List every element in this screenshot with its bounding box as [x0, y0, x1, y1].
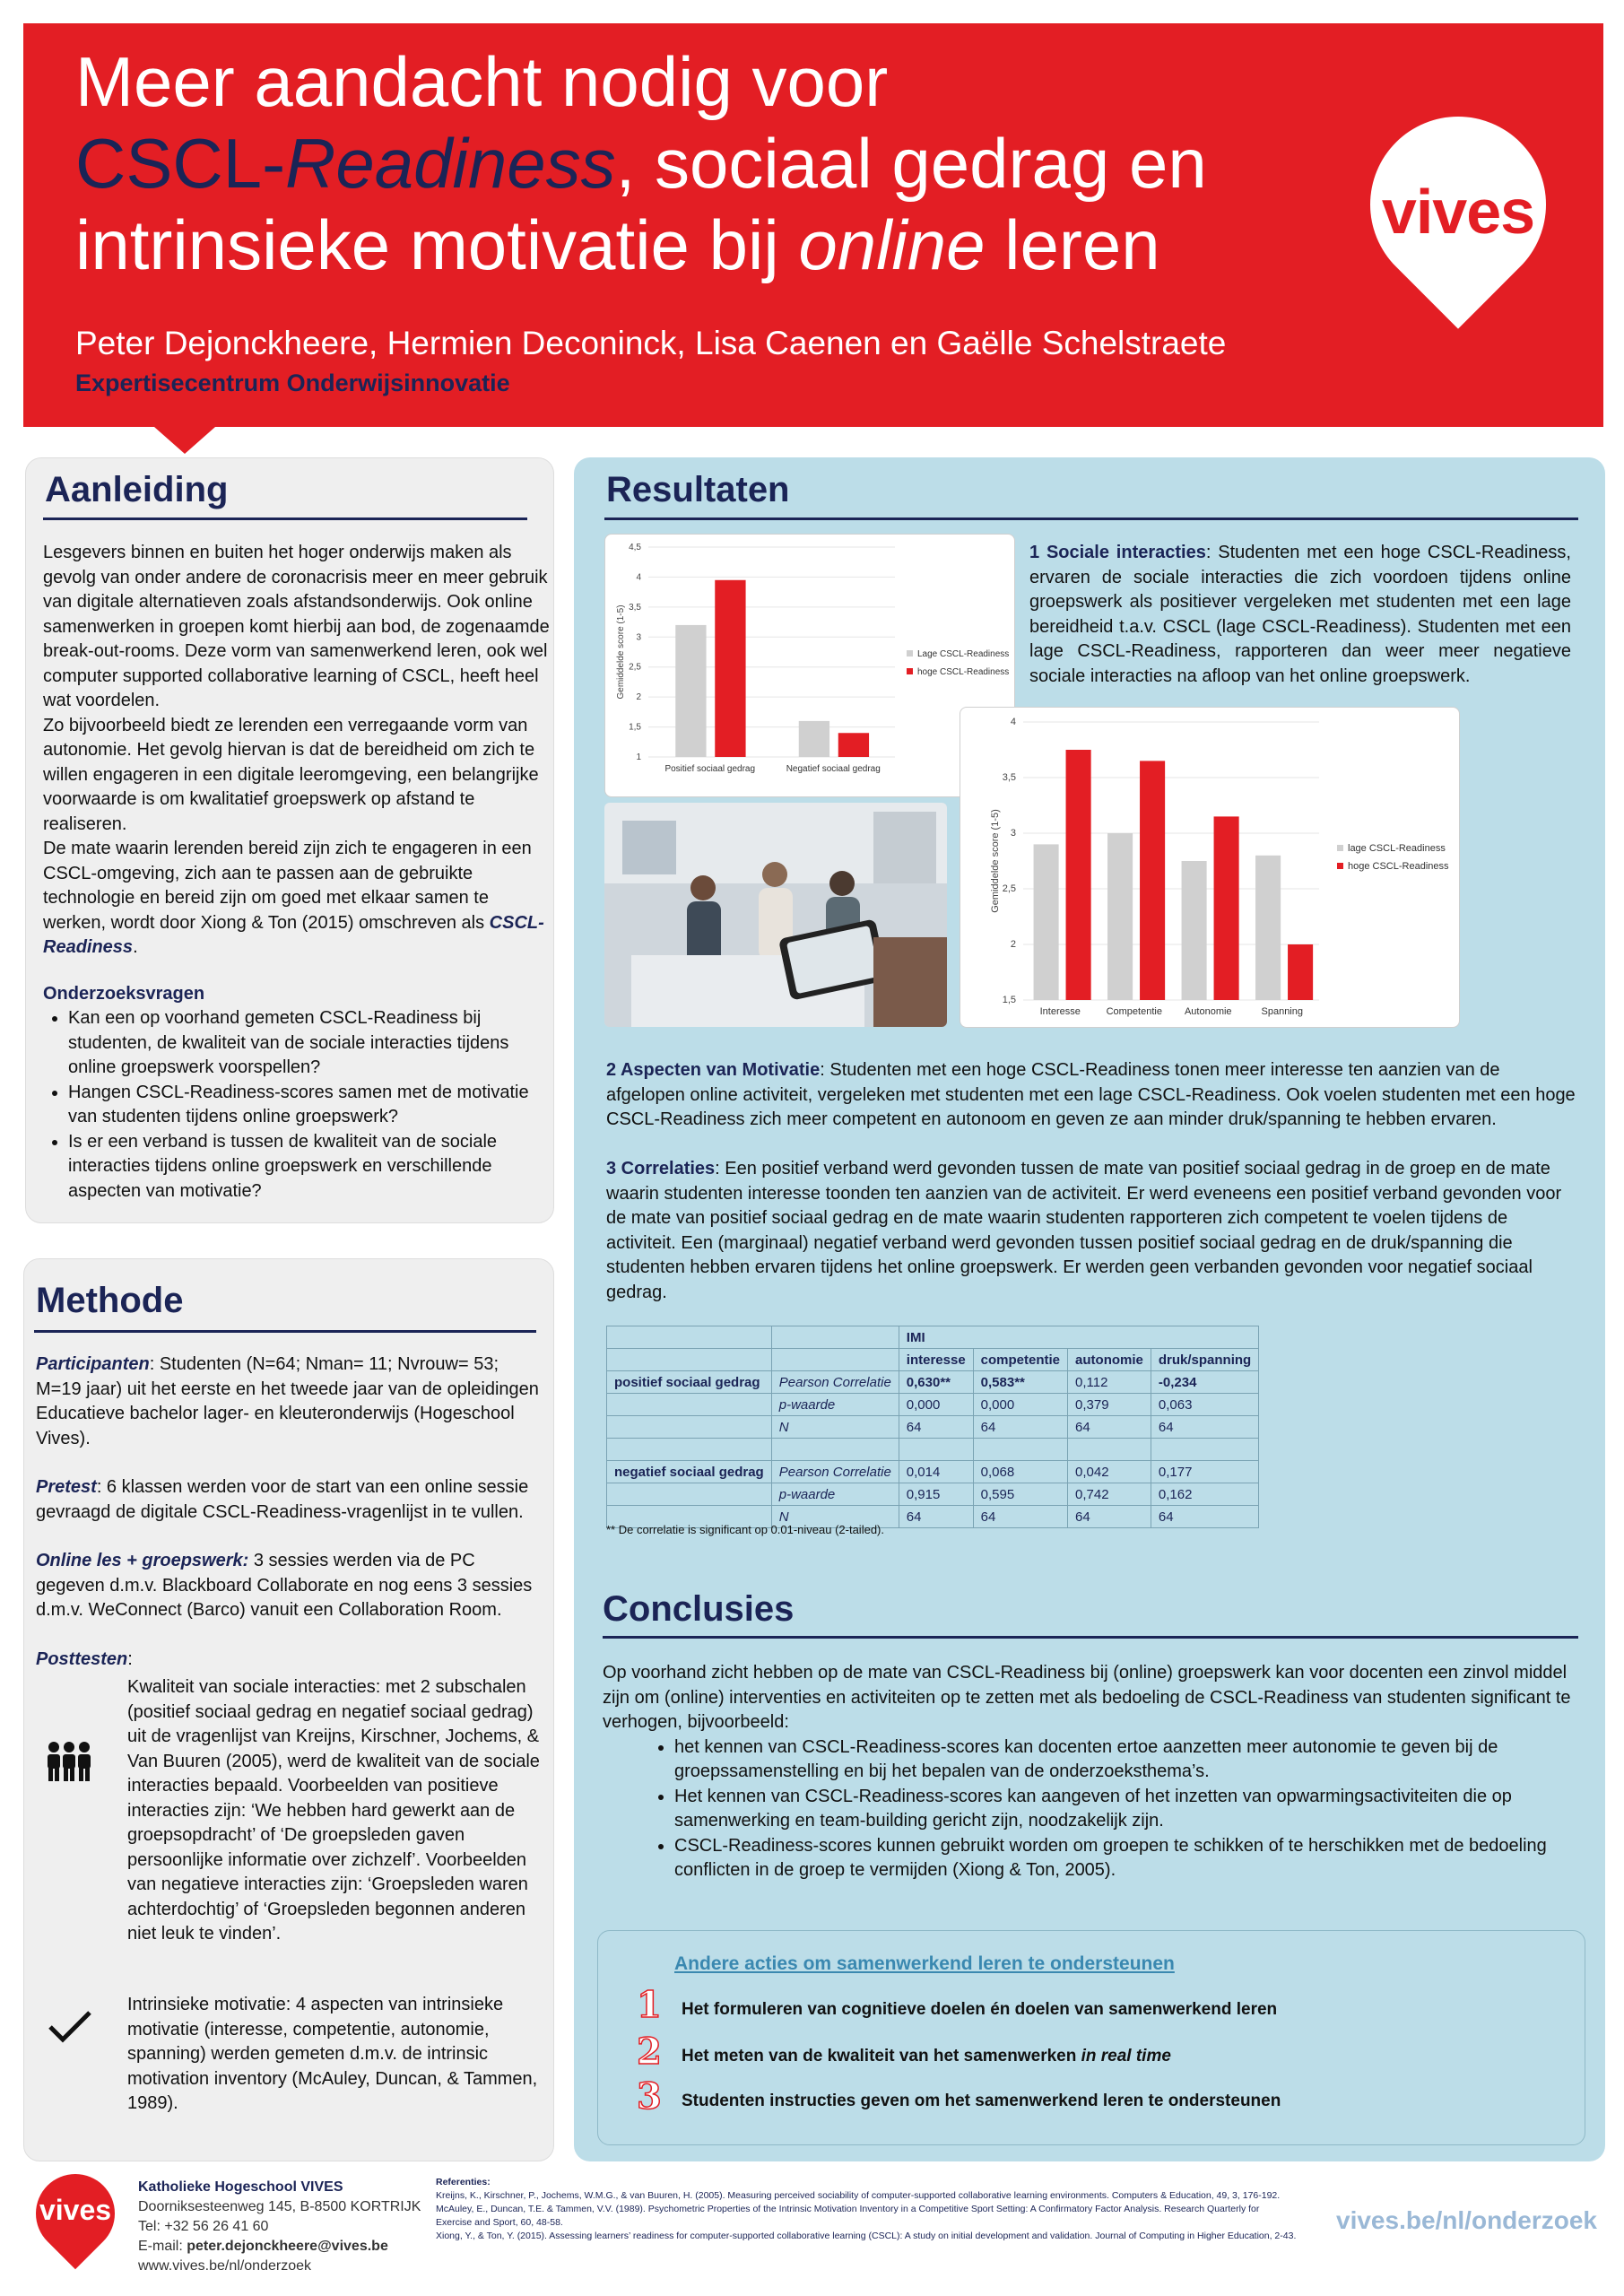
x-tick-label: Positief sociaal gedrag [664, 764, 756, 774]
references [436, 2176, 1297, 2243]
r1-label: 1 Sociale interacties [1029, 543, 1206, 562]
table-cell: 64 [1068, 1416, 1151, 1439]
resultaten-heading: Resultaten [606, 470, 790, 509]
y-tick-label: 3 [636, 632, 641, 643]
table-cell: 0,014 [899, 1461, 973, 1483]
list-item: • Hangen CSCL-Readiness-scores samen met de motivatie van studenten tijdens online groepswerk? [68, 1081, 554, 1130]
participanten-label: Participanten [36, 1354, 150, 1374]
table-cell: 64 [899, 1416, 973, 1439]
table-stat: N [771, 1416, 899, 1439]
table-stat: Pearson Correlatie [771, 1371, 899, 1394]
title-line3-italic: online [798, 205, 986, 284]
bar [675, 625, 706, 757]
conclusies-heading: Conclusies [603, 1589, 795, 1629]
y-tick-label: 1,5 [1002, 995, 1016, 1005]
action-number: 2 [637, 2031, 662, 2073]
y-tick-label: 1 [636, 752, 641, 762]
table-footnote: ** De correlatie is significant op 0.01-niveau (2-tailed). [606, 1523, 884, 1536]
list-item: • het kennen van CSCL-Readiness-scores kan docenten ertoe aanzetten meer autonomie te geven bij de groepssamenstelling en bij het bepalen van de onderzoeksthema’s. [674, 1735, 1580, 1785]
action-number: 3 [637, 2075, 662, 2118]
table-cell [899, 1439, 973, 1461]
group-people-icon [45, 1740, 93, 1783]
x-tick-label: Negatief sociaal gedrag [786, 764, 881, 774]
table-cell: 0,000 [973, 1394, 1067, 1416]
table-row [607, 1483, 1259, 1506]
y-tick-label: 3,5 [1002, 772, 1016, 783]
table-col-header: autonomie [1068, 1349, 1151, 1371]
pretest-text: : 6 klassen werden voor de start van een online sessie gevraagd de digitale CSCL-Readiness-vragenlijst in te vullen. [36, 1477, 529, 1522]
footer-address: Doorniksesteenweg 145, B-8500 KORTRIJK [138, 2199, 421, 2214]
conclusies-rule [603, 1636, 1578, 1639]
title-line3-b: leren [985, 205, 1160, 284]
aanleiding-para2: Zo bijvoorbeeld biedt ze lerenden een verregaande vorm van autonomie. Het gevolg hiervan is dat de bereidheid om zich te willen engageren in een digitale leeromgeving, een belangrijke voorwaarde is om kwalitatief groepswerk op afstand te realiseren. [43, 715, 539, 834]
checkmark-icon [47, 2009, 93, 2045]
footer-web[interactable]: www.vives.be/nl/onderzoek [138, 2258, 311, 2274]
table-cell: 0,379 [1068, 1394, 1151, 1416]
legend-swatch [907, 650, 913, 657]
table-cell: 0,042 [1068, 1461, 1151, 1483]
legend-label: Lage CSCL-Readiness [917, 649, 1010, 659]
table-row-label [607, 1483, 772, 1506]
table-stat: p-waarde [771, 1483, 899, 1506]
bar [1182, 861, 1207, 1000]
conclusies-list [603, 1735, 1580, 1883]
table-cell: 0,112 [1068, 1371, 1151, 1394]
online-text: 3 sessies werden via de PC gegeven d.m.v. Blackboard Collaborate en nog eens 3 sessies d.m.v. WeConnect (Barco) vanuit een Collaboration Room. [36, 1551, 533, 1620]
table-row-label [607, 1394, 772, 1416]
title-line3-a: intrinsieke motivatie bij [75, 205, 799, 284]
r3-label: 3 Correlaties [606, 1159, 716, 1178]
y-tick-label: 4 [636, 572, 641, 583]
table-cell: 64 [899, 1506, 973, 1528]
motivatie-text: Intrinsieke motivatie: 4 aspecten van intrinsieke motivatie (interesse, competentie, autonomie, spanning) werden gemeten d.m.v. de intrinsic motivation inventory (McAuley, Duncan, & Tammen, 1989). [127, 1995, 538, 2113]
table-col-header: interesse [899, 1349, 973, 1371]
resultaat-2 [606, 1058, 1580, 1133]
aanleiding-rule [43, 517, 527, 520]
bar [715, 580, 745, 757]
institute: Expertisecentrum Onderwijsinnovatie [75, 370, 510, 396]
conclusies-intro: Op voorhand zicht hebben op de mate van CSCL-Readiness bij (online) groepswerk kan voor docenten een zinvol middel zijn om (online) interventies en activiteiten op te zetten met als bedoeling de CSCL-Readiness van studenten significant te verhogen, bijvoorbeeld: [603, 1663, 1571, 1732]
x-tick-label: Autonomie [1184, 1006, 1232, 1017]
y-tick-label: 2,5 [629, 662, 641, 673]
resultaat-1 [1029, 541, 1571, 689]
aanleiding-heading: Aanleiding [45, 470, 229, 509]
title-highlight: CSCL- [75, 124, 286, 203]
kwaliteit-text: Kwaliteit van sociale interacties: met 2 subschalen (positief sociaal gedrag en negatief sociaal gedrag) uit de vragenlijst van Kreijns, Kirschner, Jochems, & Van Buuren (2005), werd de kwaliteit van de sociale interacties bepaald. Voorbeelden van positieve interacties zijn: ‘We hebben hard gewerkt aan de groepsopdracht’ of ‘De groepsleden gaven persoonlijke informatie over zichzelf’. Voorbeelden van negatieve interacties zijn: ‘Groepsleden waren achterdochtig’ of ‘Groepsleden begonnen anderen niet leuk te vinden’. [127, 1677, 540, 1944]
table-cell: 0,583** [973, 1371, 1067, 1394]
table-stat: Pearson Correlatie [771, 1461, 899, 1483]
bar [1214, 816, 1239, 1000]
onderzoeksvragen-list [43, 1006, 554, 1204]
table-row [607, 1394, 1259, 1416]
table-cell: 64 [973, 1506, 1067, 1528]
resultaat-3 [606, 1157, 1580, 1305]
table-cell [771, 1439, 899, 1461]
aanleiding-para3: De mate waarin lerenden bereid zijn zich te engageren in een CSCL-omgeving, zich aan te passen aan de gebruikte technologie en bereid zijn om goed met elkaar samen te werken, wordt door Xiong & Ton (2015) omschreven als [43, 839, 532, 933]
chart1-svg [605, 535, 1014, 796]
table-cell: 64 [1151, 1416, 1258, 1439]
table-cell [607, 1349, 772, 1371]
bar [1107, 833, 1133, 1000]
r2-text: : Studenten met een hoge CSCL-Readiness tonen meer interesse ten aanzien van de afgelopen online activiteit, vergeleken met studenten met een lage CSCL-Readiness. Ook voelen studenten met een hoge CSCL-Readiness zich meer competent en autonoom en geven ze aan minder druk/spanning te hebben ervaren. [606, 1060, 1576, 1129]
photo-illustration [604, 803, 947, 1027]
table-cell: 0,177 [1151, 1461, 1258, 1483]
table-row [607, 1416, 1259, 1439]
table-cell: 0,915 [899, 1483, 973, 1506]
table-cell [771, 1326, 899, 1349]
r1-text: : Studenten met een hoge CSCL-Readiness, ervaren de sociale interacties die zich voordoen tijdens online groepswerk als positiever vergeleken met studenten met een lage bereidheid t.a.v. CSCL (lage CSCL-Readiness). Studenten met een lage CSCL-Readiness, rapporteren dan weer meer negatieve sociale interacties na afloop van het online groepswerk. [1029, 543, 1571, 686]
poster-title [75, 41, 1331, 286]
table-row [607, 1371, 1259, 1394]
list-item: • Is er een verband is tussen de kwaliteit van de sociale interacties tijdens online groepswerk en verschillende aspecten van motivatie? [68, 1130, 554, 1205]
table-row-label: positief sociaal gedrag [607, 1371, 772, 1394]
methode-rule [34, 1330, 536, 1333]
y-axis-label: Gemiddelde score (1-5) [990, 809, 1001, 913]
methode-heading: Methode [36, 1281, 184, 1320]
r3-text: : Een positief verband werd gevonden tussen de mate van positief sociaal gedrag in de groep en de mate waarin studenten interesse toonden ten aanzien van de activiteit. Er werd eveneens een positief verband gevonden voor de mate van positief sociaal gedrag en de mate waarin studenten rapporteren zich competent te voelen tijdens de activiteit. Een (marginaal) negatief verband werd gevonden tussen positief sociaal gedrag en de druk/spanning die studenten hebben ervaren tijdens het online groepswerk. Er werden geen verbanden gevonden voor negatief sociaal gedrag. [606, 1159, 1562, 1302]
action-item: Studenten instructies geven om het samenwerkend leren te ondersteunen [682, 2092, 1281, 2110]
aanleiding-term: CSCL-Readiness [43, 912, 544, 957]
header-notch [154, 427, 215, 454]
table-cell: 0,742 [1068, 1483, 1151, 1506]
table-cell [607, 1439, 772, 1461]
reference-item: Kreijns, K., Kirschner, P., Jochems, W.M.G., & van Buuren, H. (2005). Measuring perceived sociability of computer-supported collaborative learning environments. Computers & Education, 49, 3, 176-192. [436, 2190, 1281, 2201]
table-cell: 0,595 [973, 1483, 1067, 1506]
posttesten-colon: : [127, 1648, 133, 1669]
legend-label: lage CSCL-Readiness [1348, 843, 1446, 854]
table-col-header: druk/spanning [1151, 1349, 1258, 1371]
bar [1288, 944, 1313, 1000]
x-tick-label: Competentie [1106, 1006, 1162, 1017]
pretest-label: Pretest [36, 1477, 97, 1497]
footer-email-label: E-mail: [138, 2239, 187, 2254]
legend-label: hoge CSCL-Readiness [917, 667, 1010, 677]
action-item-italic: in real time [1081, 2047, 1171, 2066]
table-stat: N [771, 1506, 899, 1528]
table-row [607, 1349, 1259, 1371]
y-tick-label: 4 [1010, 717, 1016, 727]
table-cell: 0,063 [1151, 1394, 1258, 1416]
students-photo [604, 803, 947, 1027]
footer-logo-text: vives [39, 2194, 112, 2226]
y-tick-label: 2 [636, 692, 641, 703]
x-tick-label: Spanning [1261, 1006, 1303, 1017]
legend-swatch [1337, 863, 1343, 869]
resultaten-rule [604, 517, 1578, 520]
authors: Peter Dejonckheere, Hermien Deconinck, Lisa Caenen en Gaëlle Schelstraete [75, 325, 1227, 361]
table-cell [1151, 1439, 1258, 1461]
title-line1: Meer aandacht nodig voor [75, 42, 889, 121]
title-line2-rest: , sociaal gedrag en [615, 124, 1207, 203]
table-cell [1068, 1439, 1151, 1461]
table-cell: 64 [1068, 1506, 1151, 1528]
correlation-table [606, 1326, 1259, 1528]
table-cell: 0,162 [1151, 1483, 1258, 1506]
r2-label: 2 Aspecten van Motivatie [606, 1060, 821, 1080]
footer-tel: Tel: +32 56 26 41 60 [138, 2219, 269, 2234]
legend-swatch [1337, 845, 1343, 851]
legend-swatch [907, 668, 913, 674]
y-tick-label: 2,5 [1002, 883, 1016, 894]
table-stat: p-waarde [771, 1394, 899, 1416]
chart-sociaal-gedrag [604, 534, 1015, 797]
action-number: 1 [637, 1984, 662, 2026]
action-item: Het formuleren van cognitieve doelen én doelen van samenwerkend leren [682, 2000, 1278, 2019]
bar [1140, 761, 1165, 1000]
y-tick-label: 1,5 [629, 722, 641, 733]
list-item: • Kan een op voorhand gemeten CSCL-Readiness bij studenten, de kwaliteit van de sociale interacties tijdens online groepswerk voorspellen? [68, 1006, 554, 1081]
table-cell: 0,068 [973, 1461, 1067, 1483]
conclusies-body [603, 1661, 1580, 1883]
footer-org: Katholieke Hogeschool VIVES [138, 2179, 343, 2195]
online-label: Online les + groepswerk: [36, 1551, 249, 1570]
table-col-header: competentie [973, 1349, 1067, 1371]
bar [838, 733, 869, 757]
bar [1255, 856, 1281, 1000]
table-cell: 0,630** [899, 1371, 973, 1394]
action-item-text: Het meten van de kwaliteit van het samenwerken [682, 2047, 1081, 2066]
table-row [607, 1439, 1259, 1461]
footer-email[interactable]: peter.dejonckheere@vives.be [187, 2239, 388, 2254]
table-cell [973, 1439, 1067, 1461]
onderzoeksvragen-heading: Onderzoeksvragen [43, 983, 205, 1004]
footer-contact [138, 2178, 421, 2276]
chart2-svg [960, 708, 1459, 1027]
refs-label: Referenties: [436, 2177, 491, 2187]
table-group-header: IMI [899, 1326, 1258, 1349]
bar [799, 721, 829, 757]
legend-label: hoge CSCL-Readiness [1348, 861, 1449, 872]
methode-body [36, 1352, 547, 1672]
footer-site-link[interactable]: vives.be/nl/onderzoek [1336, 2206, 1597, 2234]
y-tick-label: 3,5 [629, 602, 641, 613]
aanleiding-body: Lesgevers binnen en buiten het hoger onderwijs maken als gevolg van onder andere de coronacrisis meer en meer gebruik van digitale alternatieven zoals afstandsonderwijs. Ook online samenwerken in groepen komt hierbij aan bod, de zogenaamde break-out-rooms. Deze vorm van samenwerkend leren, ook wel computer supported collaborative learning of CSCL, heeft heel wat voordelen. Zo bijvoorbeeld biedt ze lerenden een verregaande vorm van autonomie. Het gevolg hiervan is dat de bereidheid om zich te willen engageren in een digitale leeromgeving, een belangrijke voorwaarde is om kwalitatief groepswerk op afstand te realiseren. De mate waarin lerenden bereid zijn zich te engageren in een CSCL-omgeving, zich aan te passen aan de gebruikte technologie en bereid zijn om goed met elkaar samen te werken, wordt door Xiong & Ton (2015) omschreven als CSCL-Readiness. Onderzoeksvragen • Kan een op voorhand gemeten CSCL-Readiness bij studenten, de kwaliteit van de sociale interacties tijdens online groepswerk voorspellen? • Hangen CSCL-Readiness-scores samen met de motivatie van studenten tijdens online groepswerk? • Is er een verband is tussen de kwaliteit van de sociale interacties tijdens online groepswerk en verschillende aspecten van motivatie? [43, 541, 554, 1204]
chart-motivatie [960, 707, 1460, 1028]
table-row [607, 1326, 1259, 1349]
x-tick-label: Interesse [1039, 1006, 1081, 1017]
participanten-text: : Studenten (N=64; Nman= 11; Nvrouw= 53; M=19 jaar) uit het eerste en het tweede jaar van de opleidingen Educatieve bachelor lager- en kleuteronderwijs (Hogeschool Vives). [36, 1354, 539, 1448]
acties-heading: Andere acties om samenwerkend leren te ondersteunen [674, 1953, 1175, 1974]
table-cell: 64 [973, 1416, 1067, 1439]
table-cell [771, 1349, 899, 1371]
table-row-label: negatief sociaal gedrag [607, 1461, 772, 1483]
reference-item: McAuley, E., Duncan, T.E. & Tammen, V.V. (1989). Psychometric Properties of the Intrinsic Motivation Inventory in a Competitive Sport Setting: A Confirmatory Factor Analysis. Research Quarterly for Exercise and Sport, 60, 48-58. [436, 2204, 1260, 2228]
bar [1066, 750, 1091, 1000]
action-item [682, 2047, 1171, 2066]
table-cell: 64 [1151, 1506, 1258, 1528]
vives-logo-text: vives [1381, 177, 1535, 247]
title-highlight-italic: Readiness [285, 124, 616, 203]
table-row-label [607, 1416, 772, 1439]
table-cell: -0,234 [1151, 1371, 1258, 1394]
reference-item: Xiong, Y., & Ton, Y. (2015). Assessing learners’ readiness for computer-supported collaborative learning (CSCL): A study on initial development and validation. Journal of Computing in Higher Education, 2-43. [436, 2231, 1297, 2241]
y-tick-label: 3 [1010, 828, 1016, 839]
bar [1034, 844, 1059, 1000]
y-axis-label: Gemiddelde score (1-5) [616, 604, 626, 700]
y-tick-label: 2 [1010, 939, 1016, 950]
y-tick-label: 4,5 [629, 543, 641, 552]
aanleiding-para1: Lesgevers binnen en buiten het hoger onderwijs maken als gevolg van onder andere de coronacrisis meer en meer gebruik van digitale alternatieven zoals afstandsonderwijs. Ook online samenwerken in groepen komt hierbij aan bod, de zogenaamde break-out-rooms. Deze vorm van samenwerkend leren, ook wel computer supported collaborative learning of CSCL, heeft heel wat voordelen. [43, 543, 550, 710]
table-row [607, 1461, 1259, 1483]
posttesten-label: Posttesten [36, 1648, 128, 1669]
list-item: • Het kennen van CSCL-Readiness-scores kan aangeven of het inzetten van opwarmingsactiviteiten die op samenwerking en team-building gericht zijn, noodzakelijk zijn. [674, 1785, 1580, 1834]
table-cell [607, 1326, 772, 1349]
list-item: • CSCL-Readiness-scores kunnen gebruikt worden om groepen te schikken of te herschikken met de bedoeling conflicten in de groep te vermijden (Xiong & Ton, 2005). [674, 1834, 1580, 1883]
table-cell: 0,000 [899, 1394, 973, 1416]
